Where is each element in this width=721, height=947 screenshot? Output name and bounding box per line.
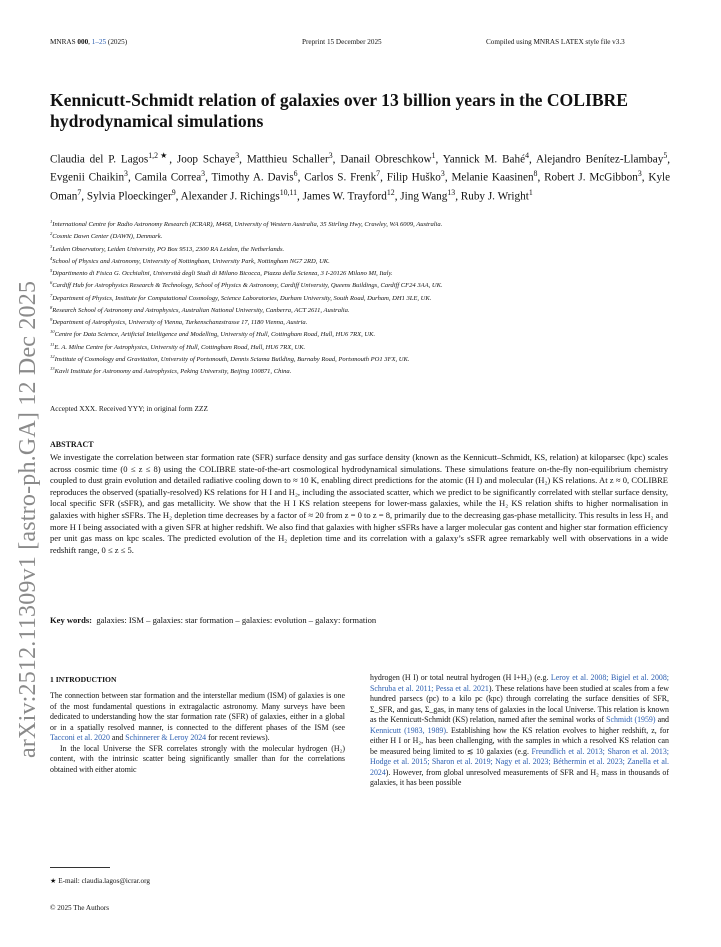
- affiliation-item: [50, 364, 670, 376]
- affiliation-number: 3: [50, 243, 53, 249]
- affiliation-number: 1: [50, 219, 53, 224]
- affiliation-text: Department of Astrophysics, University of Vienna, Turkenschanzstrasse 17, 1180 Vienna, Austria.: [52, 319, 308, 327]
- affiliation-number: 10: [50, 329, 55, 335]
- citation-link[interactable]: Freundlich et al. 2013; Sharon et al. 2013; Hodge et al. 2015; Sharon et al. 2019; Nagy et al. 2023; Béthermin et al. 2023; Zanella et al. 2024: [370, 746, 669, 777]
- intro-paragraph-2-cont: hydrogen (H I) or total neutral hydrogen (H I+H₂) (e.g. Leroy et al. 2008; Bigiel et al. 2008; Schruba et al. 2011; Pessa et al. 2021). These relations have been studied at scales from a few hundred parsecs (pc) to a kilo pc (kpc) through correlating the surface densities of SFR, Σ_SFR, and gas, Σ_gas, in many tens of galaxies in the local Universe. This relation is known as the Kennicutt-Schmidt (KS) relation, named after the seminal works of Schmidt (1959) and Kennicutt (1983, 1989). Establishing how the KS relation evolves to higher redshift, z, for either H I or H₂, has been challenging, with the samples in which a resolved KS relation can be measured being limited to ≲ 10 galaxies (e.g. Freundlich et al. 2013; Sharon et al. 2013; Hodge et al. 2015; Sharon et al. 2019; Nagy et al. 2023; Béthermin et al. 2023; Zanella et al. 2024). However, from global unresolved measurements of SFR and H₂ mass in thousands of galaxies, it has been possible: [370, 673, 670, 787]
- affiliation-number: 8: [50, 304, 53, 310]
- author-name: Matthieu Schaller: [246, 153, 329, 166]
- author-list: Claudia del P. Lagos$^{1,2★}$, Joop Schaye$^3$, Matthieu Schaller$^3$, Danail Obreschkow$^1$, Yannick M. Bahé$^4$, Alejandro Benítez-Llambay$^5$, Evgenii Chaikin$^3$, Camila Correa$^3$, Timothy A. Davis$^6$, Carlos S. Frenk$^7$, Filip Huško$^3$, Melanie Kaasinen$^8$, Robert J. McGibbon$^3$, Kyle Oman$^7$, Sylvia Ploeckinger$^9$, Alexander J. Richings$^{10,11}$, James W. Trayford$^{12}$, Jing Wang$^{13}$, Ruby J. Wright$^1$: [50, 151, 671, 203]
- author-affiliation-marker: 7: [376, 169, 381, 179]
- author-affiliation-marker: 8: [533, 169, 538, 179]
- affiliation-item: [50, 303, 670, 315]
- affiliation-item: [50, 340, 670, 352]
- author-affiliation-marker: 3: [637, 169, 642, 179]
- affiliation-text: Cosmic Dawn Center (DAWN), Denmark.: [52, 233, 163, 241]
- affiliation-text: Department of Physics, Institute for Computational Cosmology, Science Laboratories, Durham University, South Road, Durham, DH1 3LE, UK.: [52, 294, 432, 302]
- affiliation-text: Research School of Astronomy and Astrophysics, Australian National University, Canberra, ACT 2611, Australia.: [52, 307, 350, 315]
- author-name: Carlos S. Frenk: [304, 172, 377, 185]
- keywords-text: galaxies: ISM – galaxies: star formation – galaxies: evolution – galaxy: formation: [96, 615, 377, 625]
- keywords: [50, 615, 376, 625]
- author-name: Ruby J. Wright: [460, 190, 529, 203]
- author-name: Robert J. McGibbon: [544, 172, 638, 185]
- affiliation-item: [50, 229, 670, 241]
- affiliation-text: Leiden Observatory, Leiden University, PO Box 9513, 2300 RA Leiden, the Netherlands.: [52, 245, 285, 253]
- citation-link[interactable]: Leroy et al. 2008; Bigiel et al. 2008; Schruba et al. 2011; Pessa et al. 2021: [370, 673, 670, 693]
- affiliation-item: [50, 315, 670, 327]
- affiliation-item: [50, 327, 670, 339]
- arxiv-identifier-sidebar[interactable]: arXiv:2512.11309v1 [astro-ph.GA] 12 Dec 2025: [15, 280, 41, 758]
- affiliation-number: 11: [50, 341, 55, 347]
- affiliation-item: [50, 254, 670, 266]
- affiliation-list: [50, 217, 670, 376]
- affiliation-text: Cardiff Hub for Astrophysics Research & Technology, School of Physics & Astronomy, Cardiff University, Queens Buildings, Cardiff CF24 3AA, UK.: [52, 282, 443, 290]
- citation-link[interactable]: Kennicutt (1983, 1989): [370, 725, 446, 735]
- paper-title: Kennicutt-Schmidt relation of galaxies over 13 billion years in the COLIBRE hydrodynamical simulations: [50, 90, 628, 131]
- author-affiliation-marker: 5: [663, 151, 668, 160]
- affiliation-item: [50, 278, 670, 290]
- author-affiliation-marker: 3: [235, 151, 240, 160]
- accepted-note: Accepted XXX. Received YYY; in original form ZZZ: [50, 404, 208, 413]
- author-name: Danail Obreschkow: [340, 153, 432, 166]
- author-affiliation-marker: 3: [440, 169, 445, 179]
- running-header-journal: MNRAS 000, 1–25 (2025): [50, 38, 128, 46]
- affiliation-number: 7: [50, 292, 53, 298]
- affiliation-number: 5: [50, 268, 53, 274]
- affiliation-text: International Centre for Radio Astronomy Research (ICRAR), M468, University of Western Australia, 35 Stirling Hwy, Crawley, WA 6009, Australia.: [52, 221, 443, 229]
- abstract-heading: ABSTRACT: [50, 440, 94, 449]
- affiliation-text: Institute of Cosmology and Gravitation, University of Portsmouth, Dennis Sciama Building, Burnaby Road, Portsmouth PO1 3FX, UK.: [54, 356, 410, 364]
- affiliation-item: [50, 242, 670, 254]
- author-name: Timothy A. Davis: [211, 172, 294, 185]
- author-affiliation-marker: 6: [293, 169, 298, 179]
- author-name: Claudia del P. Lagos: [50, 153, 149, 166]
- author-affiliation-marker: 1: [528, 187, 533, 197]
- affiliation-item: [50, 291, 670, 303]
- copyright: © 2025 The Authors: [50, 904, 110, 912]
- citation-link[interactable]: Tacconi et al. 2020: [50, 733, 110, 742]
- author-affiliation-marker: 9: [171, 187, 176, 197]
- affiliation-text: E. A. Milne Centre for Astrophysics, University of Hull, Cottingham Road, Hull, HU6 7RX, UK.: [54, 343, 306, 351]
- author-name: Evgenii Chaikin: [50, 172, 125, 185]
- author-name: Kyle Oman: [50, 172, 671, 203]
- author-affiliation-marker: 10,11: [279, 187, 298, 197]
- author-affiliation-marker: 12: [386, 187, 395, 197]
- page-range-link[interactable]: 1–25: [91, 38, 107, 46]
- column-right: [370, 673, 669, 789]
- affiliation-item: [50, 266, 670, 278]
- author-affiliation-marker: 1: [431, 151, 436, 160]
- affiliation-text: Kavli Institute for Astronomy and Astrophysics, Peking University, Beijing 100871, China.: [54, 368, 292, 376]
- affiliation-number: 13: [50, 366, 55, 372]
- affiliation-text: Centre for Data Science, Artificial Intelligence and Modelling, University of Hull, Cottingham Road, Hull, HU6 7RX, UK.: [54, 331, 376, 339]
- affiliation-text: School of Physics and Astronomy, University of Nottingham, University Park, Nottingham NG7 2RD, UK.: [52, 257, 330, 265]
- author-name: Jing Wang: [400, 190, 448, 203]
- author-name: James W. Trayford: [302, 190, 387, 203]
- author-name: Melanie Kaasinen: [451, 172, 534, 185]
- author-name: Joop Schaye: [176, 153, 236, 166]
- compiled-note: Compiled using MNRAS LATEX style file v3.3: [486, 38, 625, 46]
- section-heading-introduction: 1 INTRODUCTION: [50, 675, 117, 684]
- author-name: Camila Correa: [134, 172, 202, 185]
- author-name: Sylvia Ploeckinger: [86, 190, 172, 203]
- author-affiliation-marker: 3: [201, 169, 206, 179]
- citation-link[interactable]: Schmidt (1959): [606, 715, 656, 724]
- affiliation-number: 12: [50, 353, 55, 359]
- author-affiliation-marker: 13: [447, 187, 456, 197]
- author-name: Alejandro Benítez-Llambay: [536, 153, 664, 166]
- citation-link[interactable]: Schinnerer & Leroy 2024: [125, 733, 207, 742]
- author-affiliation-marker: 3: [124, 169, 128, 179]
- author-affiliation-marker: 3: [328, 151, 333, 160]
- affiliation-number: 9: [50, 317, 53, 323]
- affiliation-item: [50, 352, 670, 364]
- intro-paragraph-2: In the local Universe the SFR correlates strongly with the molecular hydrogen (H₂) content, with the intrinsic scatter being significantly smaller than for the correlations obtained with either atomic: [50, 743, 345, 774]
- author-name: Filip Huško: [386, 172, 441, 185]
- affiliation-item: [50, 217, 670, 229]
- author-affiliation-marker: 1,2★: [148, 151, 170, 160]
- affiliation-text: Dipartimento di Fisica G. Occhialini, Università degli Studi di Milano Bicocca, Piazza della Scienza, 3 I-20126 Milano MI, Italy.: [52, 270, 393, 278]
- column-left: [50, 691, 345, 775]
- affiliation-number: 2: [50, 231, 53, 237]
- footnote-rule: [50, 867, 110, 868]
- author-name: Yannick M. Bahé: [442, 153, 526, 166]
- keywords-label: Key words:: [50, 615, 93, 625]
- abstract-text: We investigate the correlation between star formation rate (SFR) surface density and gas surface density (known as the Kennicutt–Schmidt, KS, relation) at kiloparsec (kpc) scales across cosmic time (0 ≤ z ≤ 8) using the COLIBRE state-of-the-art cosmological hydrodynamical simulations. These simulations feature on-the-fly non-equilibrium chemistry coupled to dust grain evolution and detailed radiative cooling down to ≈ 10 K, enabling direct predictions for the atomic (H I) and molecular (H₂) KS relations. At z ≈ 0, COLIBRE reproduces the observed (spatially-resolved) KS relations for H I and H₂, including the associated scatter, which we predict to be significantly correlated with stellar surface density, local specific SFR (sSFR), and gas metallicity. We show that the H I KS relation steepens for lower-mass galaxies, while the H₂ KS relation shifts to higher normalisation in galaxies with higher sSFRs. The H₂ depletion time decreases by a factor of ≈ 20 from z = 0 to z = 8, primarily due to the decreasing gas-phase metallicity. This results in less H₂ and more H I being associated with a given SFR at higher redshift. We also find that galaxies with higher sSFRs have a larger molecular gas content and higher star formation efficiency per unit gas mass on kpc scales. The predicted evolution of the H₂ depletion time and its correlation with a galaxy’s sSFR agree remarkably well with observations in a wide redshift range, 0 ≤ z ≤ 5.: [50, 452, 668, 555]
- author-affiliation-marker: 4: [525, 151, 529, 160]
- footnote-email: ★ E-mail: claudia.lagos@icrar.org: [50, 877, 150, 885]
- journal-volume: 000: [77, 38, 89, 46]
- author-affiliation-marker: 7: [77, 187, 82, 197]
- preprint-date: Preprint 15 December 2025: [302, 38, 382, 46]
- affiliation-number: 4: [50, 255, 53, 261]
- author-name: Alexander J. Richings: [180, 190, 280, 203]
- affiliation-number: 6: [50, 280, 53, 286]
- intro-paragraph-1: The connection between star formation and the interstellar medium (ISM) of galaxies is one of the most fundamental questions in extragalactic astronomy. Many surveys have been dedicated to understanding how the star formation rate (SFR) of galaxies, either in a global or in a spatially resolved manner, is connected to the different phases of the ISM (see Tacconi et al. 2020 and Schinnerer & Leroy 2024 for recent reviews).: [50, 691, 345, 742]
